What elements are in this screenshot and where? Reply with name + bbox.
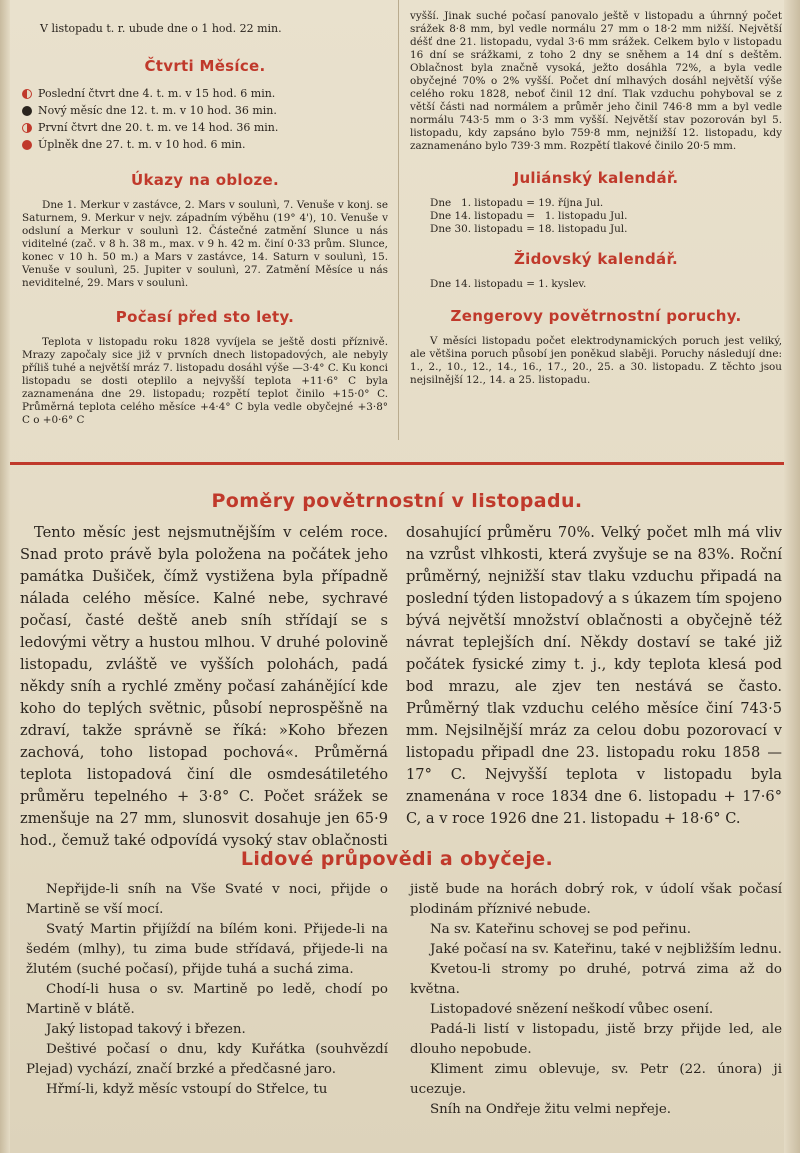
saying-paragraph: Sníh na Ondřeje žitu velmi nepřeje.	[430, 1102, 672, 1117]
saying-paragraph: Padá-li listí v listopadu, jistě brzy přijde led, ale dlouho nepobude.	[410, 1022, 782, 1057]
weather-left-text: Tento měsíc jest nejsmutnějším v celém roce. Snad proto právě byla položena na počátek jeho památka Dušiček, čímž vystižena byla případně nálada celého měsíce. Kalné nebe, sychravé počasí, časté deště aneb sníh střídají se s ledovými větry a hustou mlhou. V druhé polovině listopadu, zvláště ve vyšších polohách, padá někdy sníh a rychlé změny počasí zahánějící kde koho do teplých světnic, působí neprospěšně na zdraví, takže správně se říká: »Koho březen zachová, toho listopad pochová«. Průměrná teplota listopadová činí dle osmdesátiletého průměru tepelného + 3·8° C. Počet srážek se zmenšuje na 27 mm, slunosvit dosahuje jen 65·9 hod., čemuž také odpovídá vysoký stav oblačnosti	[20, 524, 388, 849]
new-moon-icon	[22, 106, 32, 116]
weather-right-text: dosahující průměru 70%. Velký počet mlh má vliv na vzrůst vlhkosti, která zvyšuje se na 83%. Roční průměrný, nejnižší stav tlaku vzduchu připadá na poslední týden listopadový a s úkazem tím spojeno bývá největší množství oblačnosti a obyčejně též návrat teplejších dní. Někdy dostaví se také již počátek fysické zimy t. j., kdy teplota klesá pod bod mrazu, ale zjev ten nestává se často. Průměrný tlak vzduchu celého měsíce činí 743·5 mm. Nejsilnější mráz za celou dobu pozorovací v listopadu připadl dne 23. listopadu roku 1858 — 17° C. Nejvyšší teplota v listopadu byla znamenána v roce 1834 dne 6. listopadu + 17·6° C, a v roce 1926 dne 21. listopadu + 18·6° C.	[406, 524, 782, 827]
julian-heading: Juliánský kalendář.	[513, 169, 679, 187]
last-quarter-icon	[22, 89, 32, 99]
column-divider	[398, 0, 399, 440]
jewish-text: Dne 14. listopadu = 1. kyslev.	[430, 278, 587, 290]
saying-paragraph: Svatý Martin přijíždí na bílém koni. Přijede-li na šedém (mlhy), tu zima bude střídavá, přijede-li na žlutém (suché počasí), přijde tuhá a suchá zima.	[26, 922, 388, 977]
saying-paragraph: Jaké počasí na sv. Kateřinu, také v nejbližším lednu.	[430, 942, 782, 957]
moon-phase-item	[22, 136, 388, 153]
saying-paragraph: Jaký listopad takový i březen.	[46, 1022, 246, 1037]
sayings-left-column	[26, 880, 388, 1100]
saying-paragraph: Deštivé počasí o dnu, kdy Kuřátka (souhvězdí Plejad) vychází, značí brzké a předčasné jaro.	[26, 1042, 388, 1077]
first-quarter-icon	[22, 123, 32, 133]
saying-paragraph: Kvetou-li stromy po druhé, potrvá zima až do května.	[410, 962, 782, 997]
saying-paragraph: Listopadové snězení neškodí vůbec osení.	[430, 1002, 714, 1017]
moon-phase-text: Úplněk dne 27. t. m. v 10 hod. 6 min.	[38, 138, 246, 151]
moon-phase-item	[22, 119, 388, 136]
top-right-column	[410, 10, 782, 387]
history-text: Teplota v listopadu roku 1828 vyvíjela se ještě dosti příznivě. Mrazy započaly sice již v prvních dnech listopadových, ale nebyly příliš tuhé a největší mráz 7. listopadu dosáhl výše —3·4° C. Ku konci listopadu se dosti oteplilo a nejvyšší teplota +11·6° C byla zaznamenána dne 29. listopadu; rozpětí teplot činilo +15·0° C. Průměrná teplota celého měsíce +4·4° C byla vedle obyčejné +3·8° C o +0·6° C	[22, 336, 388, 426]
zenger-heading: Zengerovy povětrnostní poruchy.	[450, 307, 742, 325]
page-edge-right	[784, 0, 800, 1153]
full-moon-icon	[22, 140, 32, 150]
sayings-right-column	[410, 880, 782, 1120]
sky-heading: Úkazy na obloze.	[131, 171, 279, 189]
top-left-column	[22, 18, 388, 427]
saying-paragraph: Chodí-li husa o sv. Martině po ledě, chodí po Martině v blátě.	[26, 982, 388, 1017]
saying-paragraph: Nepřijde-li sníh na Vše Svaté v noci, přijde o Martině se vší mocí.	[26, 882, 388, 917]
moon-phase-text: Nový měsíc dne 12. t. m. v 10 hod. 36 min.	[38, 104, 277, 117]
sunrise-line: V listopadu t. r. ubude dne o 1 hod. 22 min.	[40, 22, 282, 35]
saying-paragraph: jistě bude na horách dobrý rok, v údolí však počasí plodinám příznivé nebude.	[410, 882, 782, 917]
moon-phase-item	[22, 85, 388, 102]
moon-phase-item	[22, 102, 388, 119]
sayings-heading: Lidové průpovědi a obyčeje.	[240, 848, 554, 870]
zenger-text: V měsíci listopadu počet elektrodynamických poruch jest veliký, ale většina poruch působí jen poněkud slaběji. Poruchy následují dne: 1., 2., 10., 12., 14., 16., 17., 20., 25. a 30. listopadu. Z těchto jsou nejsilnější 12., 14. a 25. listopadu.	[410, 335, 782, 386]
page-edge-left	[0, 0, 10, 1153]
julian-calendar-table	[430, 197, 782, 236]
history-continued-text: vyšší. Jinak suché počasí panovalo ještě v listopadu a úhrnný počet srážek 8·8 mm, byl vedle normálu 27 mm o 18·2 mm nižší. Největší déšť dne 21. listopadu, vydal 3·6 mm srážek. Celkem bylo v listopadu 16 dní se srážkami, z toho 2 dny se sněhem a 14 dní s deštěm. Oblačnost byla značně vysoká, ježto dosáhla 72%, a byla vedle obyčejné 70% o 2% vyšší. Počet dní mlhavých dosáhl největší výše celého roku 1828, neboť činil 12 dní. Tlak vzduchu pohyboval se z větší části nad normálem a průměr jeho činil 746·8 mm a byl vedle normálu 743·5 mm o 3·3 mm vyšší. Největší stav pozorován byl 5. listopadu, kdy zapsáno bylo 759·8 mm, nejnižší 12. listopadu, kdy zaznamenáno bylo 739·3 mm. Rozpětí tlakové činilo 20·5 mm.	[410, 10, 782, 152]
julian-row: Dne 14. listopadu = 1. listopadu Jul.	[430, 210, 628, 222]
moon-phase-list	[22, 85, 388, 153]
jewish-heading: Židovský kalendář.	[513, 250, 679, 268]
section-divider	[10, 462, 784, 465]
julian-row: Dne 1. listopadu = 19. října Jul.	[430, 197, 604, 209]
weather-heading: Poměry povětrnostní v listopadu.	[211, 490, 583, 512]
weather-left-column	[20, 522, 388, 852]
moon-phase-text: Poslední čtvrt dne 4. t. m. v 15 hod. 6 min.	[38, 87, 276, 100]
moon-phase-text: První čtvrt dne 20. t. m. ve 14 hod. 36 min.	[38, 121, 279, 134]
saying-paragraph: Kliment zimu oblevuje, sv. Petr (22. února) ji ucezuje.	[410, 1062, 782, 1097]
saying-paragraph: Hřmí-li, když měsíc vstoupí do Střelce, tu	[46, 1082, 328, 1097]
history-heading: Počasí před sto lety.	[115, 308, 295, 326]
sky-text: Dne 1. Merkur v zastávce, 2. Mars v soulunì, 7. Venuše v konj. se Saturnem, 9. Merkur v nejv. západním výběhu (19° 4'), 10. Venuše v odsluní a Merkur v soulunì 12. Částečné zatmění Slunce u nás viditelné (zač. v 8 h. 38 m., max. v 9 h. 42 m. činí 0·33 prům. Slunce, konec v 10 h. 50 m.) a Mars v zastávce, 14. Saturn v soulunì, 15. Venuše v soulunì, 25. Jupiter v soulunì, 27. Zatmění Měsíce u nás neviditelné, 29. Mars v soulunì.	[22, 199, 388, 289]
weather-right-column	[406, 522, 782, 830]
moon-heading: Čtvrti Měsíce.	[144, 57, 266, 75]
julian-row: Dne 30. listopadu = 18. listopadu Jul.	[430, 223, 628, 235]
saying-paragraph: Na sv. Kateřinu schovej se pod peřinu.	[430, 922, 691, 937]
